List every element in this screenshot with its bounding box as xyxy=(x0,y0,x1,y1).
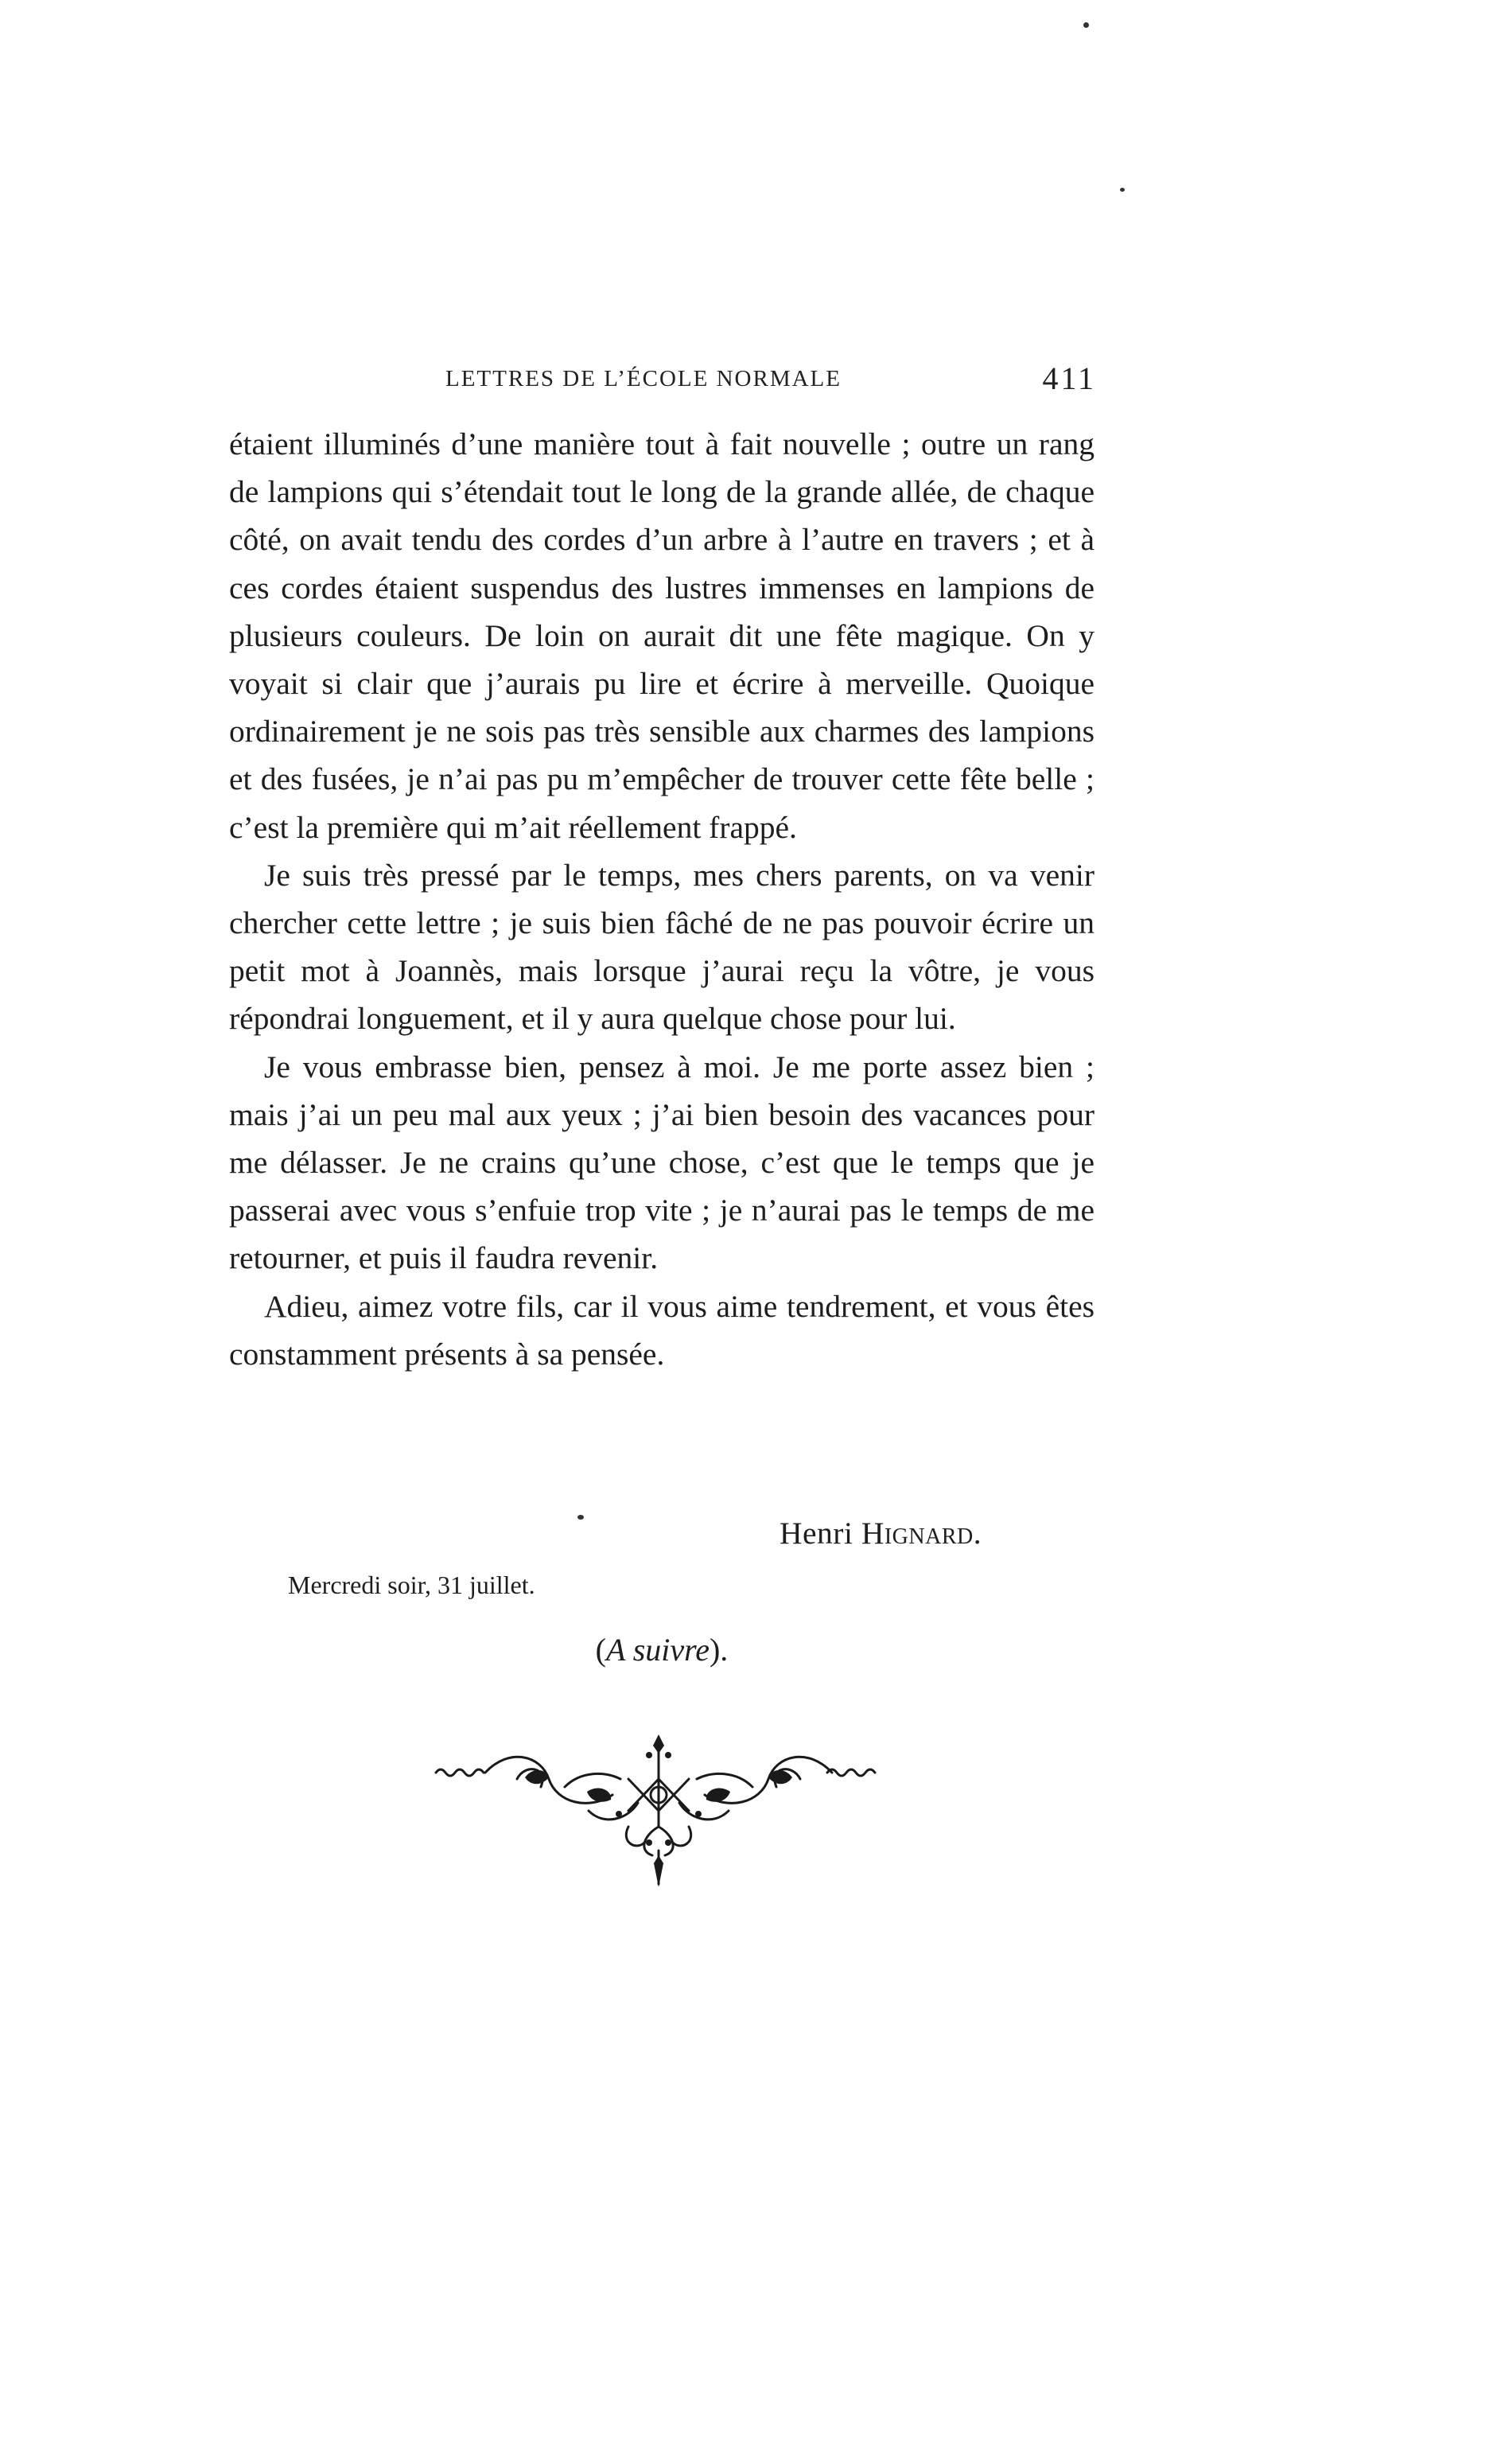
page-number: 411 xyxy=(1042,360,1096,396)
printing-speck xyxy=(1120,188,1125,192)
dateline: Mercredi soir, 31 juillet. xyxy=(288,1571,535,1599)
paragraph: Adieu, aimez votre fils, car il vous aime tendrement, et vous êtes constamment présents à sa pensée. xyxy=(229,1288,1094,1372)
paragraph: Je suis très pressé par le temps, mes chers parents, on va venir chercher cette lettre ; je suis bien fâché de ne pas pouvoir écrire un petit mot à Joannès, mais lorsque j’aurai reçu la vôtre, je vous répondrai longuement, et il y aura quelque chose pour lui. xyxy=(229,857,1094,1037)
fleuron-ornament-icon xyxy=(430,1731,888,1887)
continuation-open: ( xyxy=(595,1632,606,1668)
paragraph: Je vous embrasse bien, pensez à moi. Je me porte assez bien ; mais j’ai un peu mal aux yeux ; j’ai bien besoin des vacances pour me délasser. Je ne crains qu’une chose, c’est que le temps que je passerai avec vous s’enfuie trop vite ; je n’aurai pas le temps de me retourner, et puis il faudra revenir. xyxy=(229,1049,1094,1276)
running-title: LETTRES DE L’ÉCOLE NORMALE xyxy=(445,366,842,391)
continuation-close: ). xyxy=(709,1632,729,1668)
printing-speck xyxy=(1083,22,1089,28)
printing-speck xyxy=(577,1515,584,1520)
letter-body xyxy=(229,420,1094,1378)
continuation-text: A suivre xyxy=(606,1632,710,1668)
signature-first-name: Henri xyxy=(780,1516,853,1551)
paragraph: étaient illuminés d’une manière tout à fait nouvelle ; outre un rang de lampions qui s’étendait tout le long de la grande allée, de chaque côté, on avait tendu des cordes d’un arbre à l’autre en travers ; et à ces cordes étaient suspendus des lustres immenses en lampions de plusieurs couleurs. De loin on aurait dit une fête magique. On y voyait si clair que j’aurais pu lire et écrire à merveille. Quoique ordinairement je ne sois pas très sensible aux charmes des lampions et des fusées, je n’ai pas pu m’empêcher de trouver cette fête belle ; c’est la première qui m’ait réellement frappé. xyxy=(229,426,1094,845)
signature-surname: Hignard. xyxy=(861,1516,982,1551)
page-header xyxy=(229,360,1096,407)
continuation-note xyxy=(0,1631,1324,1668)
signature xyxy=(780,1515,982,1551)
